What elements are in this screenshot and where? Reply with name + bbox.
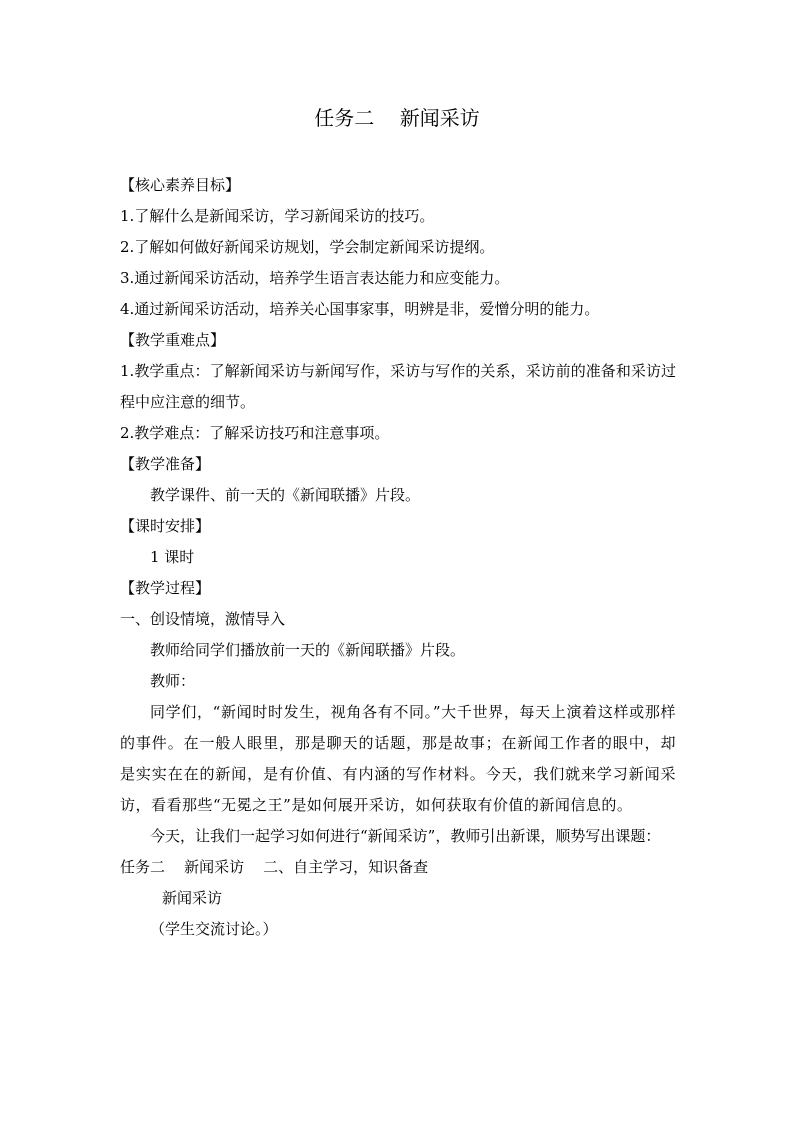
intro-paragraph: 今天，让我们一起学习如何进行“新闻采访”，教师引出新课，顺势写出课题：: [150, 827, 661, 845]
discussion-text: （学生交流讨论。）: [150, 920, 278, 938]
process-heading: 【教学过程】: [120, 579, 211, 597]
preparation-text: 教学课件、前一天的《新闻联播》片段。: [150, 486, 421, 504]
preparation-heading: 【教学准备】: [120, 455, 211, 473]
step-1-heading: 一、创设情境，激情导入: [120, 610, 286, 628]
news-interview-text: 新闻采访: [162, 889, 223, 907]
document-body: [120, 170, 676, 945]
core-goal-4: 4.通过新闻采访活动，培养关心国事家事，明辨是非，爱憎分明的能力。: [120, 300, 600, 318]
core-goals-heading: 【核心素养目标】: [120, 176, 241, 194]
page-title: 任务二 新闻采访: [314, 106, 480, 130]
teacher-speech: 同学们，“新闻时时发生，视角各有不同。”大千世界，每天上演着这样或那样的事件。在一般人眼里，那是聊天的话题，那是故事；在新闻工作者的眼中，却是实实在在的新闻，是有价值、有内涵的写作材料。今天，我们就来学习新闻采访，看看那些“无冕之王”是如何展开采访，如何获取有价值的新闻信息的。: [120, 703, 676, 814]
core-goal-3: 3.通过新闻采访活动，培养学生语言表达能力和应变能力。: [120, 269, 510, 287]
task-line: 任务二 新闻采访 二、自主学习，知识备查: [120, 858, 429, 876]
core-goal-1: 1.了解什么是新闻采访，学习新闻采访的技巧。: [120, 207, 435, 225]
step-1-line-2: 教师：: [150, 672, 196, 690]
schedule-heading: 【课时安排】: [120, 517, 211, 535]
step-1-line-1: 教师给同学们播放前一天的《新闻联播》片段。: [150, 641, 466, 659]
key-point-1: 1.教学重点：了解新闻采访与新闻写作，采访与写作的关系，采访前的准备和采访过程中应注意的细节。: [120, 362, 676, 411]
key-points-heading: 【教学重难点】: [120, 331, 226, 349]
key-point-2: 2.教学难点：了解采访技巧和注意事项。: [120, 424, 390, 442]
core-goal-2: 2.了解如何做好新闻采访规划，学会制定新闻采访提纲。: [120, 238, 495, 256]
schedule-text: 1 课时: [150, 548, 195, 566]
